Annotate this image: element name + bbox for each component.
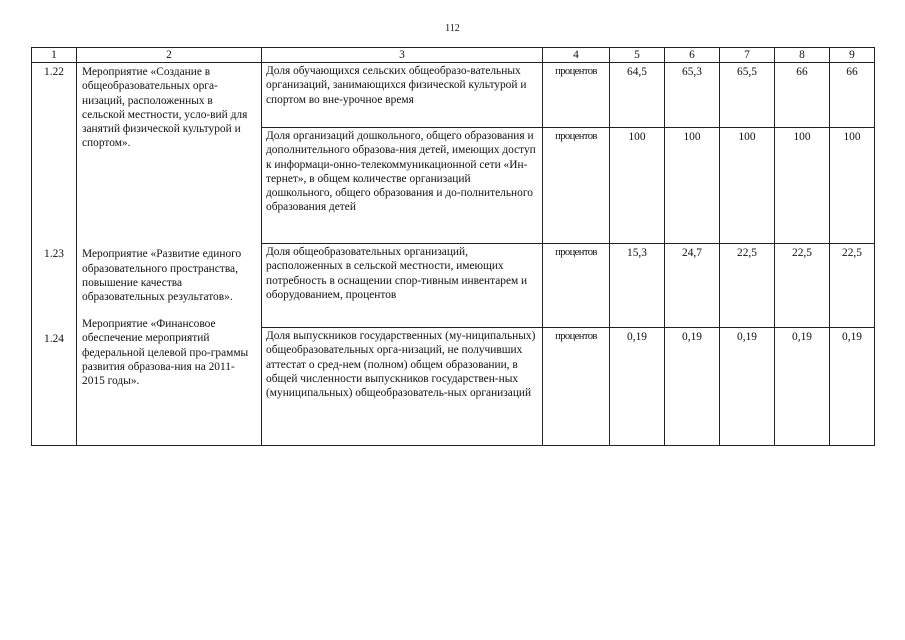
event-name: Мероприятие «Создание в общеобразовательных орга-низаций, расположенных в сельской местности, усло-вий для занятий физической культурой и спортом». xyxy=(82,66,248,150)
header-cell: 3 xyxy=(262,48,543,63)
event-name: Мероприятие «Финансовое обеспечение мероприятий федеральной целевой про-граммы развития образова-ния на 2011- 2015 годы». xyxy=(82,318,249,388)
indicator-cell: Доля обучающихся сельских общеобразо-вательных организаций, занимающихся физической культурой и спортом во вне-урочное время xyxy=(262,63,543,128)
value-cell: 0,19 xyxy=(830,328,875,446)
event-number: 1.22 xyxy=(44,66,64,79)
value-cell: 0,19 xyxy=(720,328,775,446)
value-cell: 65,3 xyxy=(665,63,720,128)
value-cell: 24,7 xyxy=(665,244,720,328)
indicator-cell: Доля общеобразовательных организаций, расположенных в сельской местности, имеющих потребность в оснащении спор-тивным инвентарем и оборудованием, процентов xyxy=(262,244,543,328)
value-cell: 22,5 xyxy=(775,244,830,328)
event-number-column xyxy=(32,63,77,446)
indicator-cell: Доля выпускников государственных (му-ниципальных) общеобразовательных орга-низаций, не получивших аттестат о сред-нем (полном) общем образовании, в общей численности выпускников государствен-ных (муниципальных) общеобразователь-ных организаций xyxy=(262,328,543,446)
header-cell: 9 xyxy=(830,48,875,63)
value-cell: 100 xyxy=(720,128,775,244)
value-cell: 100 xyxy=(610,128,665,244)
value-cell: 0,19 xyxy=(775,328,830,446)
event-name-column xyxy=(77,63,262,446)
page-number: 112 xyxy=(445,23,460,34)
header-cell: 6 xyxy=(665,48,720,63)
header-row xyxy=(32,48,875,63)
measures-table xyxy=(31,47,875,446)
value-cell: 22,5 xyxy=(720,244,775,328)
unit-cell: процентов xyxy=(543,244,610,328)
value-cell: 100 xyxy=(830,128,875,244)
table-row xyxy=(32,63,875,128)
value-cell: 65,5 xyxy=(720,63,775,128)
header-cell: 1 xyxy=(32,48,77,63)
indicator-cell: Доля организаций дошкольного, общего образования и дополнительного образова-ния детей, имеющих доступ к информаци-онно-телекоммуникационной сети «Ин-тернет», в общем количестве организаций дошкольного, общего образования и до-полнительного образования детей xyxy=(262,128,543,244)
value-cell: 66 xyxy=(775,63,830,128)
header-cell: 8 xyxy=(775,48,830,63)
value-cell: 64,5 xyxy=(610,63,665,128)
header-cell: 4 xyxy=(543,48,610,63)
value-cell: 100 xyxy=(665,128,720,244)
unit-cell: процентов xyxy=(543,328,610,446)
header-cell: 2 xyxy=(77,48,262,63)
unit-cell: процентов xyxy=(543,63,610,128)
value-cell: 15,3 xyxy=(610,244,665,328)
event-number: 1.24 xyxy=(44,332,64,345)
event-number: 1.23 xyxy=(44,248,64,261)
value-cell: 22,5 xyxy=(830,244,875,328)
event-name: Мероприятие «Развитие единого образовательного пространства, повышение качества образовательных результатов». xyxy=(82,248,242,304)
header-cell: 7 xyxy=(720,48,775,63)
header-cell: 5 xyxy=(610,48,665,63)
value-cell: 100 xyxy=(775,128,830,244)
value-cell: 66 xyxy=(830,63,875,128)
value-cell: 0,19 xyxy=(610,328,665,446)
unit-cell: процентов xyxy=(543,128,610,244)
value-cell: 0,19 xyxy=(665,328,720,446)
